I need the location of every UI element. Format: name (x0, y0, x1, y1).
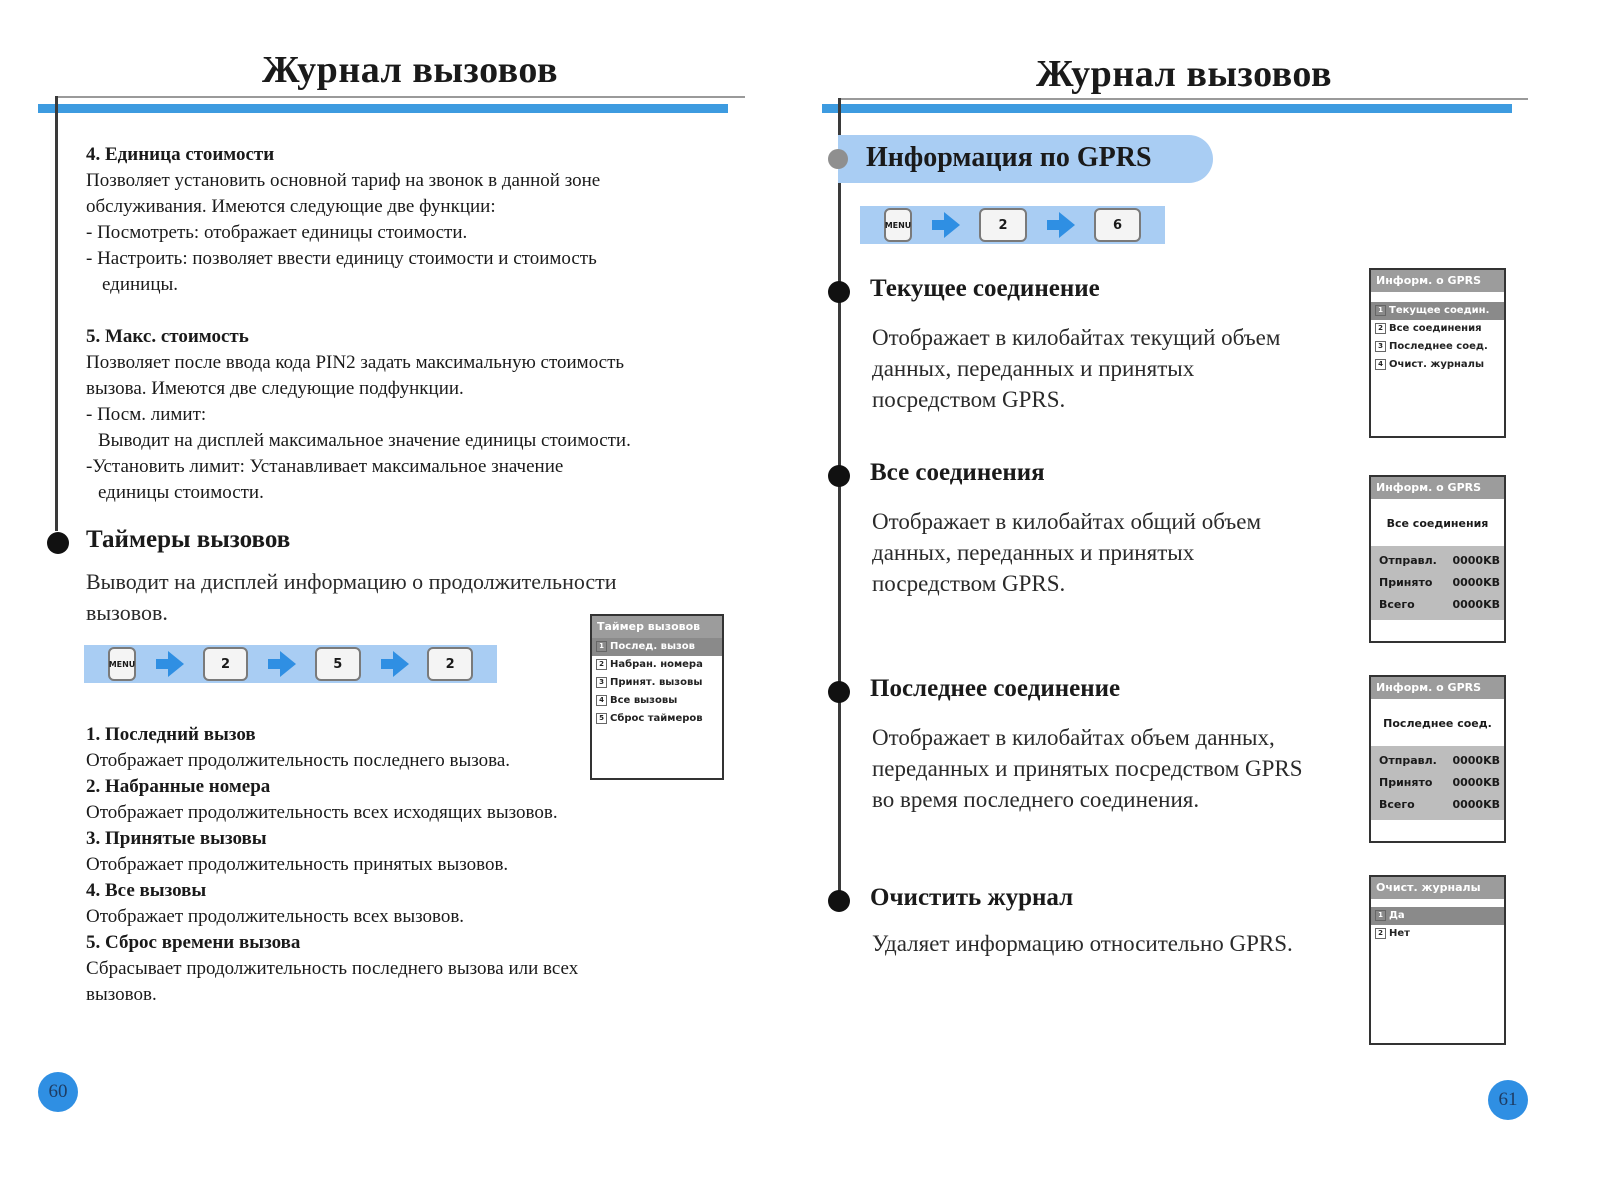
screen-data-block (1371, 546, 1504, 620)
desc-line: данных, переданных и принятых (872, 540, 1195, 565)
current-connection-desc (872, 322, 1342, 415)
screen-title: Информ. о GPRS (1371, 677, 1504, 699)
data-row: Отправл. 0000KB (1379, 754, 1500, 767)
screen-menu-item: 5 Сброс таймеров (592, 710, 722, 728)
list-item-desc: Отображает продолжительность принятых вызовов. (86, 854, 509, 875)
max-cost-line: - Посм. лимит: (86, 404, 207, 425)
menu-key-icon: MENU (108, 647, 136, 681)
data-row: Всего 0000KB (1379, 598, 1500, 611)
key-2-icon: 2 (203, 647, 249, 681)
timers-desc-line: вызовов. (86, 600, 168, 625)
timers-key-sequence (84, 645, 497, 683)
page-number-left: 60 (38, 1072, 78, 1112)
last-connection-title: Последнее соединение (870, 675, 1121, 702)
screen-title: Информ. о GPRS (1371, 270, 1504, 292)
timers-item-list (86, 722, 726, 1008)
max-cost-line: единицы стоимости. (98, 482, 264, 503)
list-item-title: 2. Набранные номера (86, 776, 271, 797)
last-connection-bullet (828, 681, 850, 703)
all-connections-bullet (828, 465, 850, 487)
current-connection-title: Текущее соединение (870, 275, 1100, 302)
screen-heading: Все соединения (1386, 517, 1489, 530)
all-connections-title: Все соединения (870, 459, 1045, 486)
key-5-icon: 5 (315, 647, 361, 681)
screen-menu-item: 2 Все соединения (1371, 320, 1504, 338)
desc-line: Удаляет информацию относительно GPRS. (872, 931, 1293, 956)
data-row: Всего 0000KB (1379, 798, 1500, 811)
desc-line: Отображает в килобайтах объем данных, (872, 725, 1275, 750)
left-header-rule (55, 96, 745, 98)
last-connection-desc (872, 722, 1352, 815)
timers-desc-line: Выводит на дисплей информацию о продолжительности (86, 569, 617, 594)
desc-line: во время последнего соединения. (872, 787, 1200, 812)
list-item-title: 4. Все вызовы (86, 880, 207, 901)
arrow-right-icon (1047, 212, 1074, 238)
screen-menu-item: 2 Нет (1371, 925, 1504, 943)
right-header-rule (838, 98, 1528, 100)
clear-log-desc (872, 928, 1352, 959)
cost-unit-line: Позволяет установить основной тариф на звонок в данной зоне (86, 170, 601, 191)
right-page-title: Журнал вызовов (1036, 53, 1332, 95)
max-cost-title: 5. Макс. стоимость (86, 326, 249, 347)
key-2-icon: 2 (427, 647, 473, 681)
cost-unit-line: - Посмотреть: отображает единицы стоимости. (86, 222, 468, 243)
left-page-title: Журнал вызовов (262, 49, 558, 91)
screen-menu-item: 4 Очист. журналы (1371, 356, 1504, 374)
section-max-cost (86, 324, 736, 506)
list-item-desc: Отображает продолжительность всех вызовов. (86, 906, 465, 927)
clear-log-bullet (828, 890, 850, 912)
max-cost-line: Позволяет после ввода кода PIN2 задать максимальную стоимость (86, 352, 625, 373)
screen-menu-item: 1 Текущее соедин. (1371, 302, 1504, 320)
arrow-right-icon (932, 212, 959, 238)
current-connection-bullet (828, 281, 850, 303)
max-cost-line: -Установить лимит: Устанавливает максимальное значение (86, 456, 564, 477)
screen-data-block (1371, 746, 1504, 820)
right-header-bar (822, 104, 1512, 113)
screen-title: Таймер вызовов (592, 616, 722, 638)
arrow-right-icon (268, 651, 295, 677)
clear-log-screen (1369, 875, 1506, 1045)
cost-unit-line: единицы. (102, 274, 179, 295)
cost-unit-line: обслуживания. Имеются следующие две функции: (86, 196, 496, 217)
desc-line: Отображает в килобайтах общий объем (872, 509, 1262, 534)
list-item-desc: Отображает продолжительность последнего вызова. (86, 750, 511, 771)
list-item-title: 1. Последний вызов (86, 724, 256, 745)
section-cost-unit (86, 142, 736, 298)
cost-unit-title: 4. Единица стоимости (86, 144, 275, 165)
max-cost-line: Выводит на дисплей максимальное значение единицы стоимости. (98, 430, 631, 451)
desc-line: переданных и принятых посредством GPRS (872, 756, 1303, 781)
key-2-icon: 2 (979, 208, 1026, 242)
gprs-section-title: Информация по GPRS (866, 142, 1152, 173)
all-connections-screen (1369, 475, 1506, 643)
max-cost-line: вызова. Имеются две следующие подфункции. (86, 378, 464, 399)
desc-line: посредством GPRS. (872, 571, 1066, 596)
screen-menu-item: 3 Принят. вызовы (592, 674, 722, 692)
screen-heading: Последнее соед. (1383, 717, 1492, 730)
clear-log-title: Очистить журнал (870, 884, 1074, 911)
page-number-right: 61 (1488, 1080, 1528, 1120)
left-margin-line (55, 96, 58, 531)
list-item-title: 3. Принятые вызовы (86, 828, 267, 849)
data-row: Принято 0000KB (1379, 776, 1500, 789)
gprs-menu-screen (1369, 268, 1506, 438)
desc-line: данных, переданных и принятых (872, 356, 1195, 381)
timers-bullet (47, 532, 69, 554)
data-row: Отправл. 0000KB (1379, 554, 1500, 567)
gprs-key-sequence (860, 206, 1165, 244)
last-connection-screen (1369, 675, 1506, 843)
screen-menu-item: 1 Послед. вызов (592, 638, 722, 656)
list-item-title: 5. Сброс времени вызова (86, 932, 301, 953)
left-header-bar (38, 104, 728, 113)
gprs-banner-dot (828, 149, 848, 169)
arrow-right-icon (381, 651, 408, 677)
timers-title: Таймеры вызовов (86, 526, 291, 553)
screen-title: Очист. журналы (1371, 877, 1504, 899)
cost-unit-line: - Настроить: позволяет ввести единицу стоимости и стоимость (86, 248, 597, 269)
desc-line: Отображает в килобайтах текущий объем (872, 325, 1281, 350)
screen-menu-item: 1 Да (1371, 907, 1504, 925)
desc-line: посредством GPRS. (872, 387, 1066, 412)
key-6-icon: 6 (1094, 208, 1141, 242)
all-connections-desc (872, 506, 1342, 599)
list-item-desc: вызовов. (86, 984, 157, 1005)
menu-key-icon: MENU (884, 208, 912, 242)
data-row: Принято 0000KB (1379, 576, 1500, 589)
screen-menu-item: 3 Последнее соед. (1371, 338, 1504, 356)
arrow-right-icon (156, 651, 183, 677)
screen-title: Информ. о GPRS (1371, 477, 1504, 499)
screen-menu-item: 2 Набран. номера (592, 656, 722, 674)
list-item-desc: Сбрасывает продолжительность последнего вызова или всех (86, 958, 579, 979)
list-item-desc: Отображает продолжительность всех исходящих вызовов. (86, 802, 558, 823)
right-margin-line (838, 98, 841, 906)
screen-menu-item: 4 Все вызовы (592, 692, 722, 710)
